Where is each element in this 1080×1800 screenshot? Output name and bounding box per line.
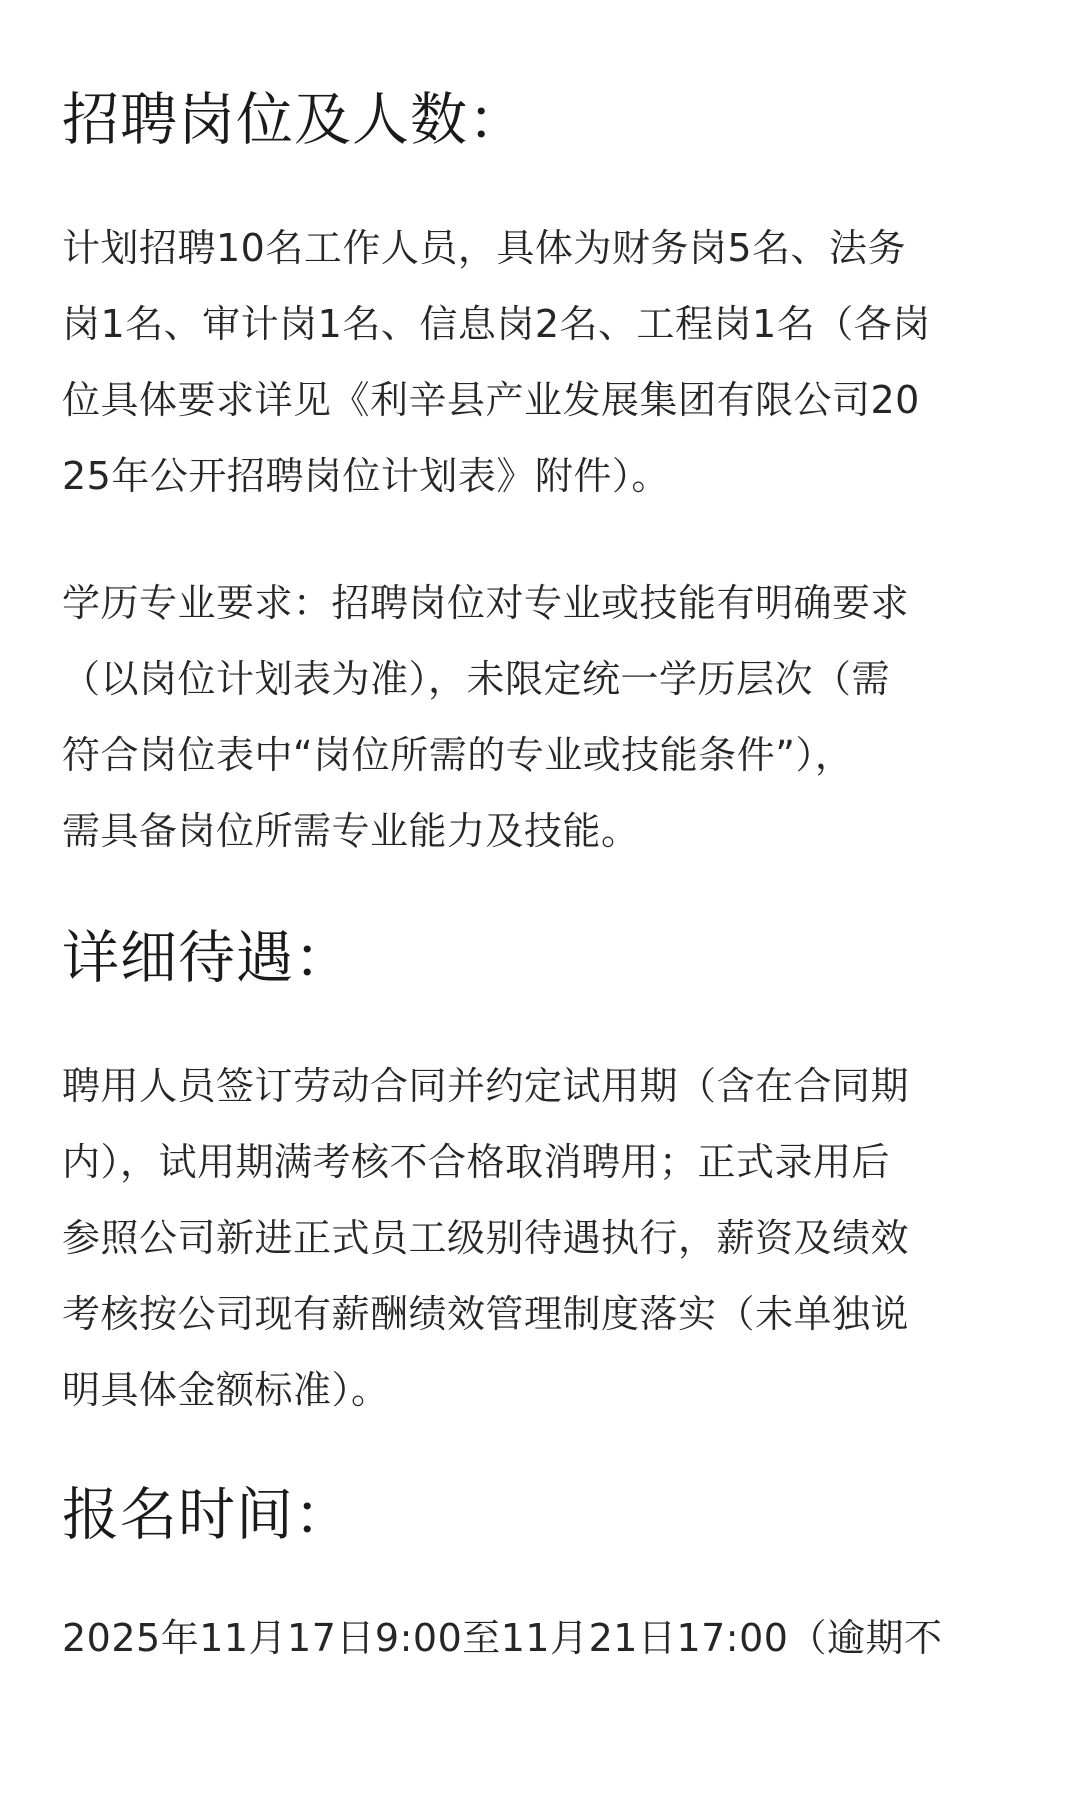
text-line: 2025年11月17日9:00至11月21日17:00（逾期不 bbox=[62, 1616, 943, 1660]
text-line: 学历专业要求：招聘岗位对专业或技能有明确要求 bbox=[62, 581, 910, 625]
positions-paragraph bbox=[62, 210, 931, 514]
text-line: 位具体要求详见《利辛县产业发展集团有限公司20 bbox=[62, 378, 920, 422]
text-line: 明具体金额标准）。 bbox=[62, 1368, 390, 1412]
text-line: 需具备岗位所需专业能力及技能。 bbox=[62, 809, 640, 853]
section-heading-treatment: 详细待遇： bbox=[62, 925, 352, 991]
text-line: 内），试用期满考核不合格取消聘用；正式录用后 bbox=[62, 1140, 891, 1184]
signup-time-paragraph bbox=[62, 1600, 942, 1676]
text-line: 参照公司新进正式员工级别待遇执行，薪资及绩效 bbox=[62, 1216, 910, 1260]
education-requirements-paragraph bbox=[62, 565, 909, 869]
section-heading-positions: 招聘岗位及人数： bbox=[62, 87, 526, 153]
text-line: 25年公开招聘岗位计划表》附件）。 bbox=[62, 454, 670, 498]
text-line: 考核按公司现有薪酬绩效管理制度落实（未单独说 bbox=[62, 1292, 910, 1336]
text-line: （以岗位计划表为准），未限定统一学历层次（需 bbox=[62, 657, 891, 701]
text-line: 计划招聘10名工作人员，具体为财务岗5名、法务 bbox=[62, 226, 907, 270]
text-line: 符合岗位表中“岗位所需的专业或技能条件”）， bbox=[62, 733, 854, 777]
text-line: 聘用人员签订劳动合同并约定试用期（含在合同期 bbox=[62, 1064, 910, 1108]
section-heading-signup-time: 报名时间： bbox=[62, 1482, 352, 1548]
treatment-paragraph bbox=[62, 1048, 909, 1428]
text-line: 岗1名、审计岗1名、信息岗2名、工程岗1名（各岗 bbox=[62, 302, 931, 346]
